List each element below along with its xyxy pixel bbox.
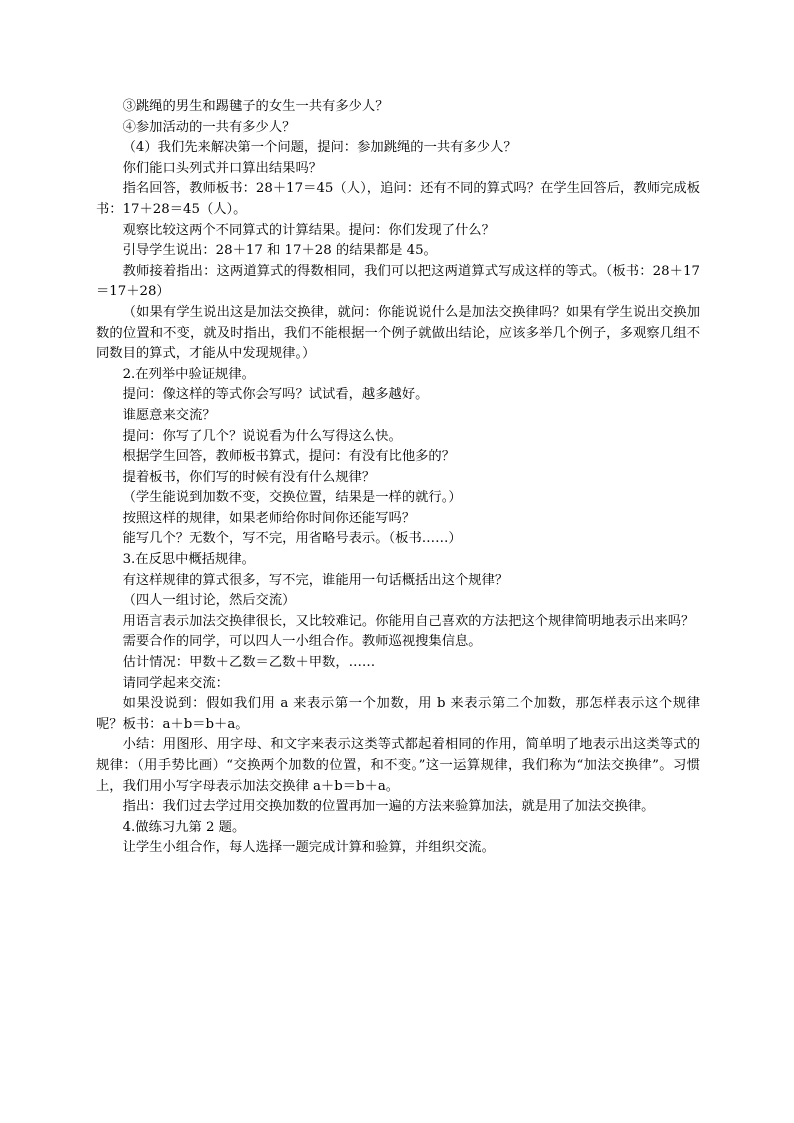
paragraph: 引导学生说出：28＋17 和 17＋28 的结果都是 45。 (122, 243, 437, 259)
section-heading: 3.在反思中概括规律。 (122, 552, 255, 568)
paragraph: 按照这样的规律，如果老师给你时间你还能写吗？ (122, 510, 416, 526)
paragraph: 用语言表示加法交换律很长，又比较难记。你能用自己喜欢的方法把这个规律简明地表示出来吗？ (122, 613, 695, 629)
paragraph: 提着板书，你们写的时候有没有什么规律？ (122, 469, 376, 485)
paragraph: 有这样规律的算式很多，写不完，谁能用一句话概括出这个规律？ (122, 572, 509, 588)
paragraph: 能写几个？无数个，写不完，用省略号表示。（板书……） (122, 531, 462, 547)
paragraph: 根据学生回答，教师板书算式，提问：有没有比他多的？ (122, 449, 456, 465)
paragraph: 你们能口头列式并口算出结果吗？ (122, 160, 323, 176)
paragraph: ④参加活动的一共有多少人？ (122, 119, 296, 135)
section-heading: 4.做练习九第 2 题。 (122, 819, 246, 835)
document-body (96, 97, 700, 859)
section-heading: 2.在列举中验证规律。 (122, 366, 255, 382)
paragraph: （学生能说到加数不变，交换位置，结果是一样的就行。） (122, 490, 462, 506)
paragraph: 指名回答，教师板书：28＋17＝45（人），追问：还有不同的算式吗？在学生回答后，教师完成板书：17＋28＝45（人）。 (96, 181, 700, 217)
paragraph: 观察比较这两个不同算式的计算结果。提问：你们发现了什么？ (122, 222, 495, 238)
paragraph: （四人一组讨论，然后交流） (122, 593, 296, 609)
paragraph: 请同学起来交流： (122, 675, 229, 691)
paragraph: 提问：像这样的等式你会写吗？试试看，越多越好。 (122, 387, 429, 403)
paragraph: 如果没说到：假如我们用 a 来表示第一个加数，用 b 来表示第二个加数，那怎样表示这个规律呢？板书：a＋b＝b＋a。 (96, 696, 700, 732)
paragraph: 让学生小组合作，每人选择一题完成计算和验算，并组织交流。 (122, 840, 495, 856)
paragraph: 教师接着指出：这两道算式的得数相同，我们可以把这两道算式写成这样的等式。（板书：28＋17＝17＋28） (96, 263, 700, 300)
paragraph: （4）我们先来解决第一个问题，提问：参加跳绳的一共有多少人？ (122, 140, 517, 156)
paragraph: 谁愿意来交流？ (122, 407, 216, 423)
paragraph: 需要合作的同学，可以四人一小组合作。教师巡视搜集信息。 (122, 634, 482, 650)
paragraph: 小结：用图形、用字母、和文字来表示这类等式都起着相同的作用，简单明了地表示出这类等式的规律：（用手势比画）“交换两个加数的位置，和不变。”这一运算规律，我们称为“加法交换律”。习惯上，我们用小写字母表示加法交换律 a＋b＝b＋a。 (96, 737, 700, 794)
paragraph: 提问：你写了几个？说说看为什么写得这么快。 (122, 428, 402, 444)
paragraph: 指出：我们过去学过用交换加数的位置再加一遍的方法来验算加法，就是用了加法交换律。 (122, 799, 655, 815)
paragraph: （如果有学生说出这是加法交换律，就问：你能说说什么是加法交换律吗？如果有学生说出交换加数的位置和不变，就及时指出，我们不能根据一个例子就做出结论，应该多举几个例子，多观察几组不同数目的算式，才能从中发现规律。） (96, 304, 700, 362)
paragraph: 估计情况：甲数＋乙数＝乙数＋甲数，…… (122, 655, 376, 671)
paragraph: ③跳绳的男生和踢毽子的女生一共有多少人？ (122, 99, 389, 114)
